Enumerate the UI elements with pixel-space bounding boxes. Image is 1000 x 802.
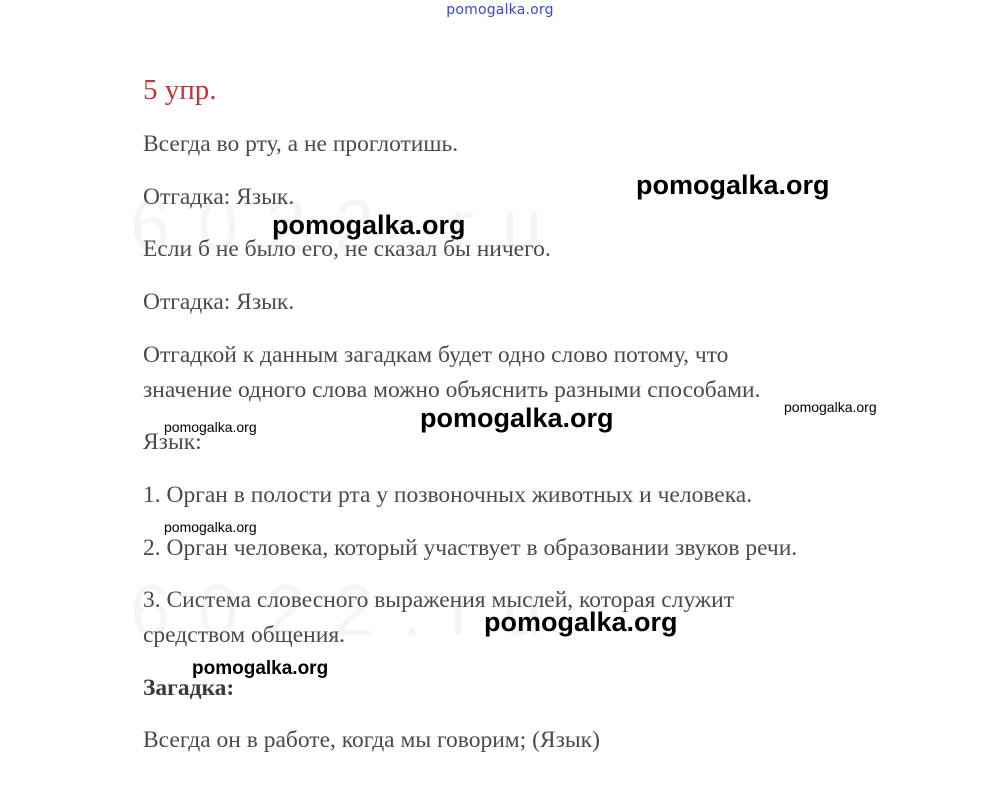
riddle-line: Если б не было его, не сказал бы ничего. — [143, 236, 551, 262]
site-header-link[interactable]: pomogalka.org — [446, 2, 554, 18]
watermark: pomogalka.org — [420, 403, 614, 433]
watermark: pomogalka.org — [636, 170, 830, 200]
term-heading: Язык: — [143, 429, 202, 455]
riddle-heading: Загадка: — [143, 675, 235, 701]
watermark: pomogalka.org — [192, 658, 329, 679]
explanation-line: значение одного слова можно объяснить разными способами. — [143, 377, 761, 403]
watermark: pomogalka.org — [164, 519, 257, 535]
answer-line: Отгадка: Язык. — [143, 184, 295, 210]
definition-item: 2. Орган человека, который участвует в образовании звуков речи. — [143, 535, 798, 561]
watermark: pomogalka.org — [784, 399, 877, 415]
definition-item: средством общения. — [143, 622, 346, 648]
exercise-title: 5 упр. — [143, 74, 217, 106]
watermark: pomogalka.org — [164, 419, 257, 435]
explanation-line: Отгадкой к данным загадкам будет одно слово потому, что — [143, 342, 729, 368]
riddle-line: Всегда он в работе, когда мы говорим; (Язык) — [143, 727, 600, 753]
definition-item: 3. Система словесного выражения мыслей, которая служит — [143, 587, 734, 613]
answer-line: Отгадка: Язык. — [143, 289, 295, 315]
definition-item: 1. Орган в полости рта у позвоночных животных и человека. — [143, 482, 753, 508]
watermark: pomogalka.org — [272, 210, 466, 240]
watermark: pomogalka.org — [484, 607, 678, 637]
riddle-line: Всегда во рту, а не проглотишь. — [143, 131, 459, 157]
